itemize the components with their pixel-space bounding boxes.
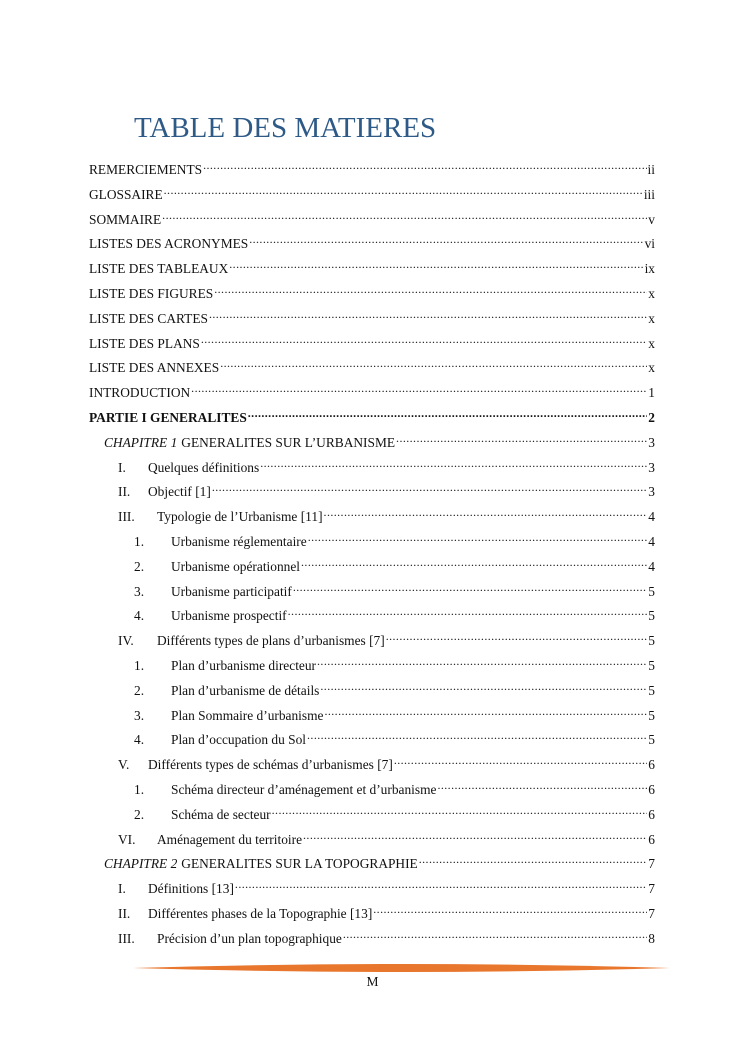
toc-entry-page: 3 <box>648 484 655 500</box>
toc-entry-page: 5 <box>648 682 655 698</box>
toc-entry[interactable] <box>118 482 655 500</box>
toc-dot-leader <box>324 507 648 521</box>
toc-entry[interactable] <box>134 730 655 748</box>
toc-entry-title: LISTE DES ANNEXES <box>89 360 220 376</box>
toc-entry-title: Objectif [1] <box>148 484 211 500</box>
toc-entry-title: PARTIE I GENERALITES <box>89 410 247 425</box>
footer-swoosh <box>133 964 670 972</box>
toc-entry[interactable] <box>134 706 655 724</box>
toc-dot-leader <box>386 631 648 645</box>
toc-entry-number: 1. <box>134 534 145 549</box>
toc-entry-title: GENERALITES SUR LA TOPOGRAPHIE <box>181 856 418 872</box>
toc-entry-number: VI. <box>118 831 136 847</box>
toc-entry[interactable] <box>118 631 655 649</box>
toc-dot-leader <box>260 458 647 472</box>
toc-entry[interactable] <box>89 408 655 426</box>
toc-entry-page: v <box>648 211 655 227</box>
toc-entry-page: x <box>648 360 655 376</box>
toc-entry-number: 2. <box>134 558 145 574</box>
toc-dot-leader <box>212 482 647 496</box>
toc-entry-page: 3 <box>648 434 655 450</box>
toc-entry-page: 6 <box>648 806 655 822</box>
toc-dot-leader <box>373 904 647 918</box>
toc-dot-leader <box>308 532 648 546</box>
toc-entry-page: 5 <box>648 658 655 673</box>
toc-dot-leader <box>288 606 648 620</box>
toc-dot-leader <box>249 234 643 248</box>
toc-dot-leader <box>229 259 643 273</box>
toc-dot-leader <box>191 383 647 397</box>
toc-entry-title: Plan d’occupation du Sol <box>171 732 307 748</box>
footer-page-number: M <box>366 974 379 989</box>
toc-entry-page: x <box>648 310 655 326</box>
toc-entry-title: LISTES DES ACRONYMES <box>89 236 249 252</box>
toc-entry-title: Urbanisme réglementaire <box>171 534 307 549</box>
toc-entry-title: LISTE DES CARTES <box>89 310 208 326</box>
toc-entry-title: Plan d’urbanisme de détails <box>171 682 320 698</box>
toc-entry[interactable] <box>118 904 655 922</box>
toc-entry[interactable] <box>89 185 655 203</box>
toc-entry-number: 1. <box>134 782 145 797</box>
toc-dot-leader <box>235 879 647 893</box>
toc-entry-title: LISTE DES PLANS <box>89 335 200 351</box>
toc-entry-page: 7 <box>648 881 655 897</box>
toc-dot-leader <box>301 557 647 571</box>
toc-dot-leader <box>164 185 643 199</box>
toc-entry[interactable] <box>134 532 655 550</box>
toc-entry-title: GENERALITES SUR L’URBANISME <box>181 434 396 450</box>
toc-entry-number: III. <box>118 509 135 525</box>
toc-entry[interactable] <box>104 854 655 872</box>
toc-entry-page: 7 <box>648 906 655 921</box>
toc-entry-page: 3 <box>648 459 655 475</box>
toc-entry-title: Schéma de secteur <box>171 806 271 822</box>
toc-entry[interactable] <box>134 557 655 575</box>
toc-entry[interactable] <box>134 780 655 798</box>
toc-dot-leader <box>320 681 647 695</box>
toc-entry-page: ix <box>644 261 655 277</box>
toc-entry-page: 1 <box>648 385 655 401</box>
toc-entry-page: 6 <box>648 782 655 797</box>
page-title: TABLE DES MATIERES <box>134 112 437 144</box>
toc-entry-page: 5 <box>648 633 655 649</box>
toc-entry[interactable] <box>89 210 655 228</box>
toc-entry-page: 2 <box>648 410 655 425</box>
toc-entry[interactable] <box>118 830 655 848</box>
toc-entry[interactable] <box>118 458 655 476</box>
toc-entry[interactable] <box>134 582 655 600</box>
toc-entry[interactable] <box>89 334 655 352</box>
toc-entry-title: LISTE DES FIGURES <box>89 286 214 301</box>
toc-entry-page: 6 <box>648 757 655 773</box>
toc-dot-leader <box>303 830 647 844</box>
toc-entry-number: I. <box>118 459 126 475</box>
toc-dot-leader <box>396 433 647 447</box>
footer-decorative-line <box>133 962 670 974</box>
toc-dot-leader <box>317 656 647 670</box>
toc-dot-leader <box>162 210 647 224</box>
toc-entry-page: 4 <box>648 534 655 549</box>
toc-dot-leader <box>324 706 647 720</box>
toc-entry-page: iii <box>643 186 655 202</box>
toc-entry-title: LISTE DES TABLEAUX <box>89 261 229 277</box>
toc-entry[interactable] <box>118 507 655 525</box>
toc-entry[interactable] <box>118 929 655 947</box>
toc-entry[interactable] <box>89 259 655 277</box>
toc-entry-title: Urbanisme participatif <box>171 583 292 599</box>
toc-entry-page: ii <box>647 162 655 177</box>
toc-entry-page: vi <box>644 236 655 252</box>
toc-entry-title: INTRODUCTION <box>89 385 191 401</box>
toc-entry-page: x <box>648 335 655 351</box>
toc-entry-title: Différents types de schémas d’urbanismes [7] <box>148 757 393 773</box>
toc-dot-leader <box>419 854 648 868</box>
toc-entry-page: 4 <box>648 509 655 525</box>
toc-entry-title: REMERCIEMENTS <box>89 162 203 177</box>
toc-entry-number: CHAPITRE 1 <box>104 434 178 450</box>
toc-entry-number: IV. <box>118 633 134 649</box>
toc-entry[interactable] <box>104 433 655 451</box>
toc-entry-title: Définitions [13] <box>148 881 234 897</box>
toc-entry[interactable] <box>89 309 655 327</box>
toc-entry[interactable] <box>89 160 655 178</box>
toc-entry-page: 6 <box>648 831 655 847</box>
toc-entry-page: 4 <box>648 558 655 574</box>
toc-entry-title: Quelques définitions <box>148 459 260 475</box>
toc-entry-title: Plan d’urbanisme directeur <box>171 658 317 673</box>
toc-entry-number: 1. <box>134 658 145 673</box>
toc-dot-leader <box>437 780 647 794</box>
toc-dot-leader <box>201 334 647 348</box>
toc-entry-number: 3. <box>134 583 145 599</box>
toc-entry-title: Précision d’un plan topographique <box>157 930 342 946</box>
toc-entry[interactable] <box>134 805 655 823</box>
toc-entry-title: Plan Sommaire d’urbanisme <box>171 707 324 723</box>
toc-entry[interactable] <box>89 234 655 252</box>
toc-entry-title: Urbanisme prospectif <box>171 608 287 624</box>
toc-dot-leader <box>248 408 648 422</box>
toc-entry-title: Différents types de plans d’urbanismes [7] <box>157 633 385 649</box>
toc-dot-leader <box>343 929 647 943</box>
toc-entry-title: Aménagement du territoire <box>157 831 303 847</box>
toc-entry-page: x <box>648 286 655 301</box>
toc-entry-number: 2. <box>134 806 145 822</box>
toc-entry-title: Différentes phases de la Topographie [13] <box>148 906 373 921</box>
toc-entry-page: 7 <box>648 856 655 872</box>
toc-dot-leader <box>214 284 647 298</box>
toc-dot-leader <box>203 160 646 174</box>
toc-dot-leader <box>394 755 647 769</box>
toc-entry-page: 5 <box>648 608 655 624</box>
toc-entry[interactable] <box>89 358 655 376</box>
toc-entry-title: Urbanisme opérationnel <box>171 558 301 574</box>
toc-entry-number: V. <box>118 757 130 773</box>
toc-entry[interactable] <box>134 606 655 624</box>
toc-entry-page: 5 <box>648 732 655 748</box>
toc-entry-number: II. <box>118 906 131 921</box>
toc-entry-page: 5 <box>648 707 655 723</box>
toc-entry[interactable] <box>89 383 655 401</box>
toc-entry-number: 4. <box>134 732 145 748</box>
toc-entry-number: 2. <box>134 682 145 698</box>
toc-entry-number: CHAPITRE 2 <box>104 856 178 872</box>
toc-entry[interactable] <box>89 284 655 302</box>
toc-entry-page: 5 <box>648 583 655 599</box>
toc-entry[interactable] <box>134 681 655 699</box>
toc-dot-leader <box>272 805 648 819</box>
toc-dot-leader <box>307 730 647 744</box>
toc-entry-number: III. <box>118 930 135 946</box>
toc-entry[interactable] <box>118 755 655 773</box>
toc-dot-leader <box>220 358 647 372</box>
toc-entry-number: II. <box>118 484 131 500</box>
toc-entry-number: I. <box>118 881 126 897</box>
toc-entry-title: SOMMAIRE <box>89 211 162 227</box>
toc-dot-leader <box>293 582 647 596</box>
toc-dot-leader <box>209 309 647 323</box>
toc-entry-title: GLOSSAIRE <box>89 186 163 202</box>
toc-entry-title: Schéma directeur d’aménagement et d’urbanisme <box>171 782 437 797</box>
toc-entry[interactable] <box>134 656 655 674</box>
toc-entry[interactable] <box>118 879 655 897</box>
toc-entry-page: 8 <box>648 930 655 946</box>
toc-entry-number: 3. <box>134 707 145 723</box>
toc-entry-number: 4. <box>134 608 145 624</box>
toc-entry-title: Typologie de l’Urbanisme [11] <box>157 509 323 525</box>
